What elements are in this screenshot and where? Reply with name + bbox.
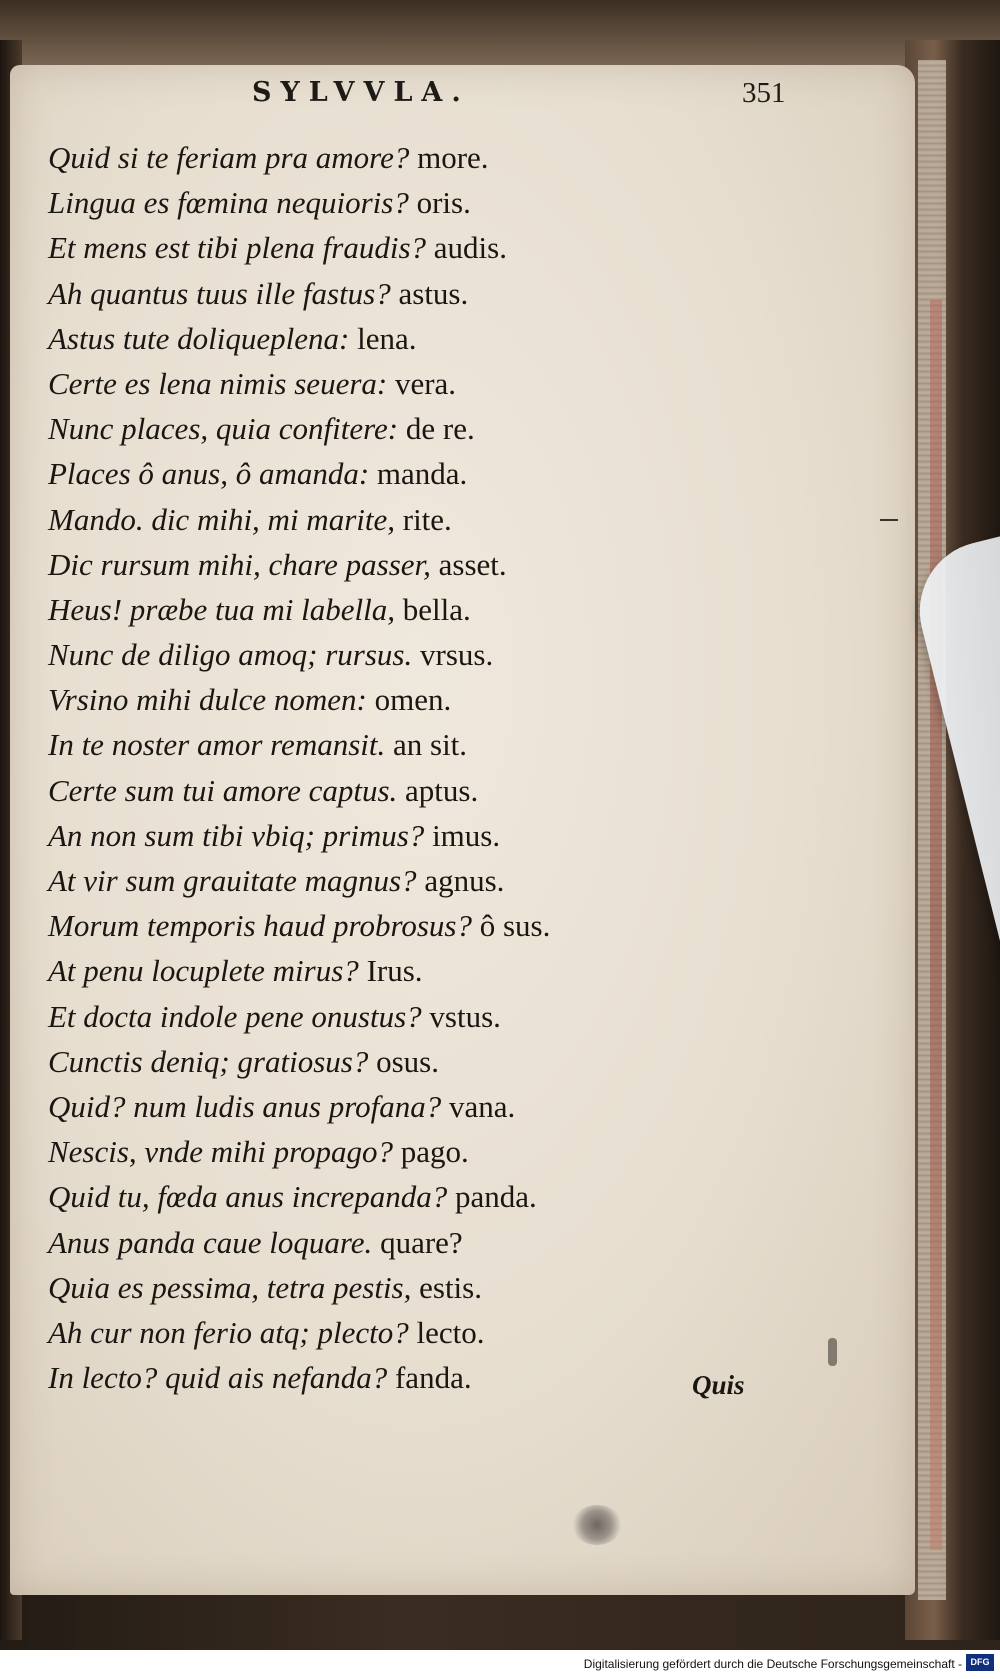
verse-question: Anus panda caue loquare. bbox=[48, 1224, 373, 1260]
verse-question: Dic rursum mihi, chare passer, bbox=[48, 546, 431, 582]
binding-top bbox=[0, 0, 1000, 70]
verse-echo: panda. bbox=[455, 1179, 537, 1215]
verse-line bbox=[48, 677, 550, 722]
verse-line bbox=[48, 813, 550, 858]
verse-line bbox=[48, 722, 550, 767]
verse-line bbox=[48, 542, 550, 587]
verse-line bbox=[48, 1220, 550, 1265]
verse-line bbox=[48, 451, 550, 496]
verse-line bbox=[48, 316, 550, 361]
verse-echo: ô sus. bbox=[479, 908, 551, 944]
dfg-logo-icon: DFG bbox=[966, 1654, 994, 1671]
verse-question: In te noster amor remansit. bbox=[48, 727, 386, 763]
verse-question: At vir sum grauitate magnus? bbox=[48, 863, 417, 898]
verse-line bbox=[48, 632, 550, 677]
verse-line bbox=[48, 1129, 550, 1174]
running-head: SYLVVLA. bbox=[252, 77, 470, 108]
red-page-edge bbox=[930, 300, 942, 1550]
verse-line bbox=[48, 271, 550, 316]
verse-echo: manda. bbox=[376, 456, 468, 492]
verse-line bbox=[48, 135, 550, 180]
verse-echo: vana. bbox=[449, 1088, 516, 1124]
verse-echo: bella. bbox=[402, 591, 471, 627]
verse-question: Certe es lena nimis seuera: bbox=[48, 365, 388, 401]
verse-echo: imus. bbox=[432, 817, 501, 853]
verse-echo: vrsus. bbox=[420, 637, 494, 673]
verse-question: Vrsino mihi dulce nomen: bbox=[48, 682, 367, 718]
verse-question: Ah quantus tuus ille fastus? bbox=[48, 275, 391, 311]
verse-echo: fanda. bbox=[394, 1360, 472, 1396]
ink-stain bbox=[572, 1505, 622, 1545]
ink-blot bbox=[828, 1338, 837, 1366]
verse-question: In lecto? quid ais nefanda? bbox=[48, 1360, 388, 1396]
verse-echo: rite. bbox=[402, 501, 452, 537]
verse-text bbox=[48, 135, 550, 1400]
verse-question: Nunc de diligo amoq; rursus. bbox=[48, 637, 413, 673]
catchword: Quis bbox=[692, 1370, 745, 1400]
verse-line bbox=[48, 180, 550, 225]
verse-question: Lingua es fœmina nequioris? bbox=[48, 185, 409, 221]
verse-question: Heus! præbe tua mi labella, bbox=[48, 591, 395, 627]
verse-echo: osus. bbox=[376, 1043, 439, 1079]
verse-line bbox=[48, 1265, 550, 1310]
verse-echo: aptus. bbox=[405, 772, 479, 808]
verse-echo: astus. bbox=[398, 275, 469, 311]
verse-echo: pago. bbox=[400, 1134, 469, 1170]
verse-question: Quid si te feriam pra amore? bbox=[48, 140, 410, 175]
verse-line bbox=[48, 587, 550, 632]
verse-line bbox=[48, 858, 550, 903]
verse-line bbox=[48, 903, 550, 948]
verse-question: Astus tute doliqueplena: bbox=[48, 320, 350, 356]
verse-line bbox=[48, 225, 550, 270]
verse-echo: omen. bbox=[374, 682, 452, 718]
verse-question: At penu locuplete mirus? bbox=[48, 953, 359, 989]
verse-echo: Irus. bbox=[366, 953, 423, 989]
verse-echo: asset. bbox=[438, 546, 507, 582]
verse-line bbox=[48, 1310, 550, 1355]
verse-echo: estis. bbox=[419, 1269, 482, 1305]
verse-question: Quid tu, fœda anus increpanda? bbox=[48, 1179, 448, 1215]
verse-echo: quare? bbox=[380, 1224, 463, 1260]
verse-echo: oris. bbox=[416, 185, 471, 221]
verse-question: Ah cur non ferio atq; plecto? bbox=[48, 1314, 409, 1350]
verse-question: Nescis, vnde mihi propago? bbox=[48, 1134, 393, 1170]
verse-line bbox=[48, 1039, 550, 1084]
verse-echo: de re. bbox=[405, 411, 475, 447]
verse-question: Et mens est tibi plena fraudis? bbox=[48, 230, 427, 266]
verse-line bbox=[48, 1174, 550, 1219]
verse-line bbox=[48, 361, 550, 406]
verse-echo: lecto. bbox=[416, 1314, 485, 1350]
verse-echo: an sit. bbox=[393, 727, 468, 763]
verse-line bbox=[48, 1084, 550, 1129]
verse-echo: more. bbox=[417, 140, 489, 175]
verse-echo: vstus. bbox=[429, 998, 501, 1034]
verse-question: Quia es pessima, tetra pestis, bbox=[48, 1269, 412, 1305]
page-number: 351 bbox=[742, 77, 786, 109]
verse-question: Mando. dic mihi, mi marite, bbox=[48, 501, 395, 537]
verse-question: Et docta indole pene onustus? bbox=[48, 998, 422, 1034]
verse-line bbox=[48, 406, 550, 451]
verse-question: Quid? num ludis anus profana? bbox=[48, 1088, 442, 1124]
verse-line bbox=[48, 1355, 550, 1400]
verse-question: Certe sum tui amore captus. bbox=[48, 772, 398, 808]
verse-question: Nunc places, quia confitere: bbox=[48, 411, 399, 447]
verse-echo: agnus. bbox=[424, 863, 505, 898]
margin-dash bbox=[880, 519, 898, 521]
verse-question: Cunctis deniq; gratiosus? bbox=[48, 1043, 369, 1079]
footer-credit: Digitalisierung gefördert durch die Deutsche Forschungsgemeinschaft - bbox=[583, 1657, 962, 1671]
verse-echo: vera. bbox=[394, 365, 457, 401]
verse-line bbox=[48, 948, 550, 993]
verse-question: An non sum tibi vbiq; primus? bbox=[48, 817, 425, 853]
verse-line bbox=[48, 497, 550, 542]
verse-question: Places ô anus, ô amanda: bbox=[48, 456, 370, 492]
verse-echo: lena. bbox=[357, 320, 417, 356]
verse-question: Morum temporis haud probrosus? bbox=[48, 908, 472, 944]
verse-line bbox=[48, 768, 550, 813]
verse-line bbox=[48, 994, 550, 1039]
verse-echo: audis. bbox=[433, 230, 507, 266]
